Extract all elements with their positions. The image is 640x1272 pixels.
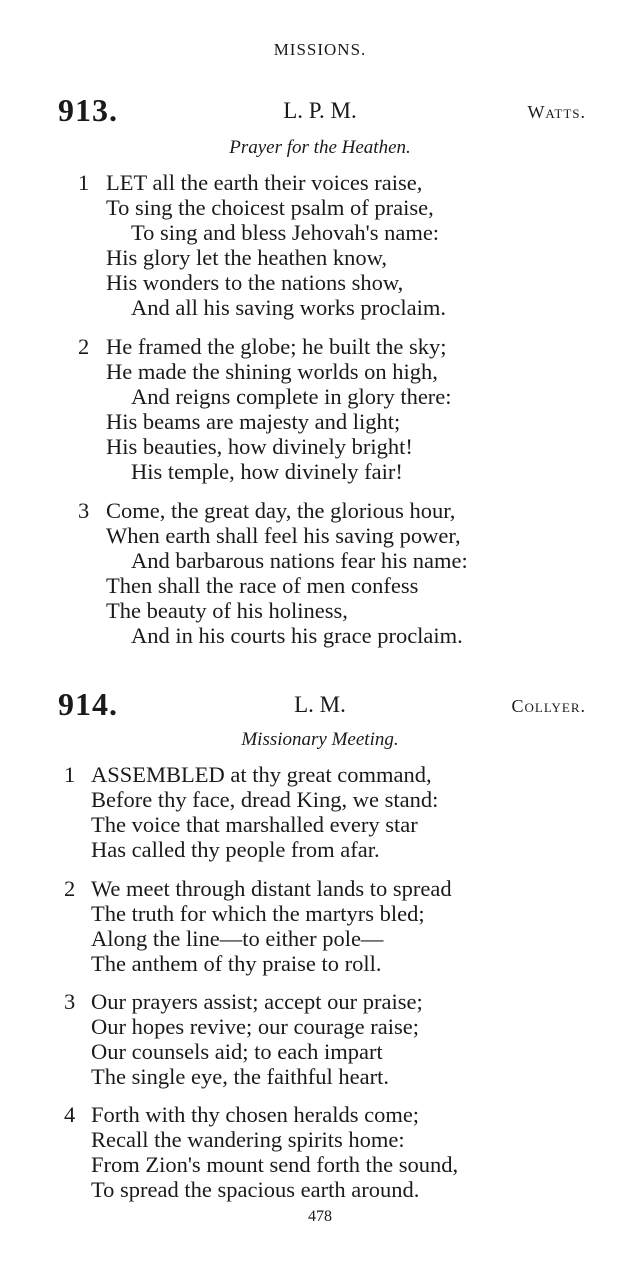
- stanza-number: 2: [78, 334, 90, 359]
- hymn-914-stanza-2: [0, 876, 640, 976]
- hymn-914-title: Missionary Meeting.: [241, 729, 399, 750]
- hymn-913-stanza-1: [0, 170, 640, 320]
- hymn-meter: L. M.: [294, 692, 346, 717]
- verse-line: From Zion's mount send forth the sound,: [91, 1152, 459, 1177]
- verse-line: Our hopes revive; our courage raise;: [91, 1014, 419, 1039]
- verse-line: The beauty of his holiness,: [106, 598, 348, 623]
- stanza-number: 3: [64, 989, 76, 1014]
- verse-line: When earth shall feel his saving power,: [106, 523, 461, 548]
- verse-line: And barbarous nations fear his name:: [131, 548, 468, 573]
- hymn-914-stanza-1: [0, 762, 640, 862]
- verse-line: Before thy face, dread King, we stand:: [91, 787, 439, 812]
- stanza-number: 3: [78, 498, 90, 523]
- stanza-number: 2: [64, 876, 76, 901]
- verse-line: Come, the great day, the glorious hour,: [106, 498, 456, 523]
- verse-line: The voice that marshalled every star: [91, 812, 418, 837]
- verse-line: LET all the earth their voices raise,: [106, 170, 423, 195]
- verse-line: Has called thy people from afar.: [91, 837, 380, 862]
- verse-line: His beams are majesty and light;: [106, 409, 401, 434]
- page-number: 478: [308, 1208, 332, 1225]
- hymn-914-stanza-3: [0, 989, 640, 1089]
- hymn-author: Collyer.: [511, 696, 586, 716]
- verse-line: We meet through distant lands to spread: [91, 876, 452, 901]
- verse-line: The truth for which the martyrs bled;: [91, 901, 425, 926]
- verse-line: And all his saving works proclaim.: [131, 295, 446, 320]
- verse-line: To sing the choicest psalm of praise,: [106, 195, 434, 220]
- verse-line: His glory let the heathen know,: [106, 245, 387, 270]
- verse-line: Along the line—to either pole—: [91, 926, 384, 951]
- verse-line: His temple, how divinely fair!: [131, 459, 403, 484]
- verse-line: Forth with thy chosen heralds come;: [91, 1102, 420, 1127]
- verse-line: The single eye, the faithful heart.: [91, 1064, 390, 1089]
- stanza-number: 4: [64, 1102, 76, 1127]
- verse-line: ASSEMBLED at thy great command,: [91, 762, 432, 787]
- hymn-913-title: Prayer for the Heathen.: [229, 137, 411, 158]
- verse-line: Our prayers assist; accept our praise;: [91, 989, 423, 1014]
- verse-line: Recall the wandering spirits home:: [91, 1127, 405, 1152]
- running-head: MISSIONS.: [273, 40, 367, 59]
- hymn-914-header: [0, 686, 640, 726]
- verse-line: Then shall the race of men confess: [106, 573, 419, 598]
- hymn-913-header: [0, 92, 640, 132]
- verse-line: To spread the spacious earth around.: [91, 1177, 420, 1202]
- verse-line: His beauties, how divinely bright!: [106, 434, 413, 459]
- hymn-number: 914.: [58, 686, 118, 722]
- verse-line: Our counsels aid; to each impart: [91, 1039, 383, 1064]
- stanza-number: 1: [78, 170, 90, 195]
- verse-line: He framed the globe; he built the sky;: [106, 334, 447, 359]
- verse-line: And reigns complete in glory there:: [131, 384, 452, 409]
- hymn-914-stanza-4: [0, 1102, 640, 1202]
- hymn-meter: L. P. M.: [283, 98, 357, 123]
- hymn-author: Watts.: [527, 102, 586, 122]
- verse-line: His wonders to the nations show,: [106, 270, 404, 295]
- verse-line: To sing and bless Jehovah's name:: [131, 220, 440, 245]
- verse-line: The anthem of thy praise to roll.: [91, 951, 382, 976]
- verse-line: And in his courts his grace proclaim.: [131, 623, 463, 648]
- verse-line: He made the shining worlds on high,: [106, 359, 438, 384]
- hymn-913-stanza-3: [0, 498, 640, 648]
- hymn-number: 913.: [58, 92, 118, 128]
- stanza-number: 1: [64, 762, 76, 787]
- hymn-913-stanza-2: [0, 334, 640, 484]
